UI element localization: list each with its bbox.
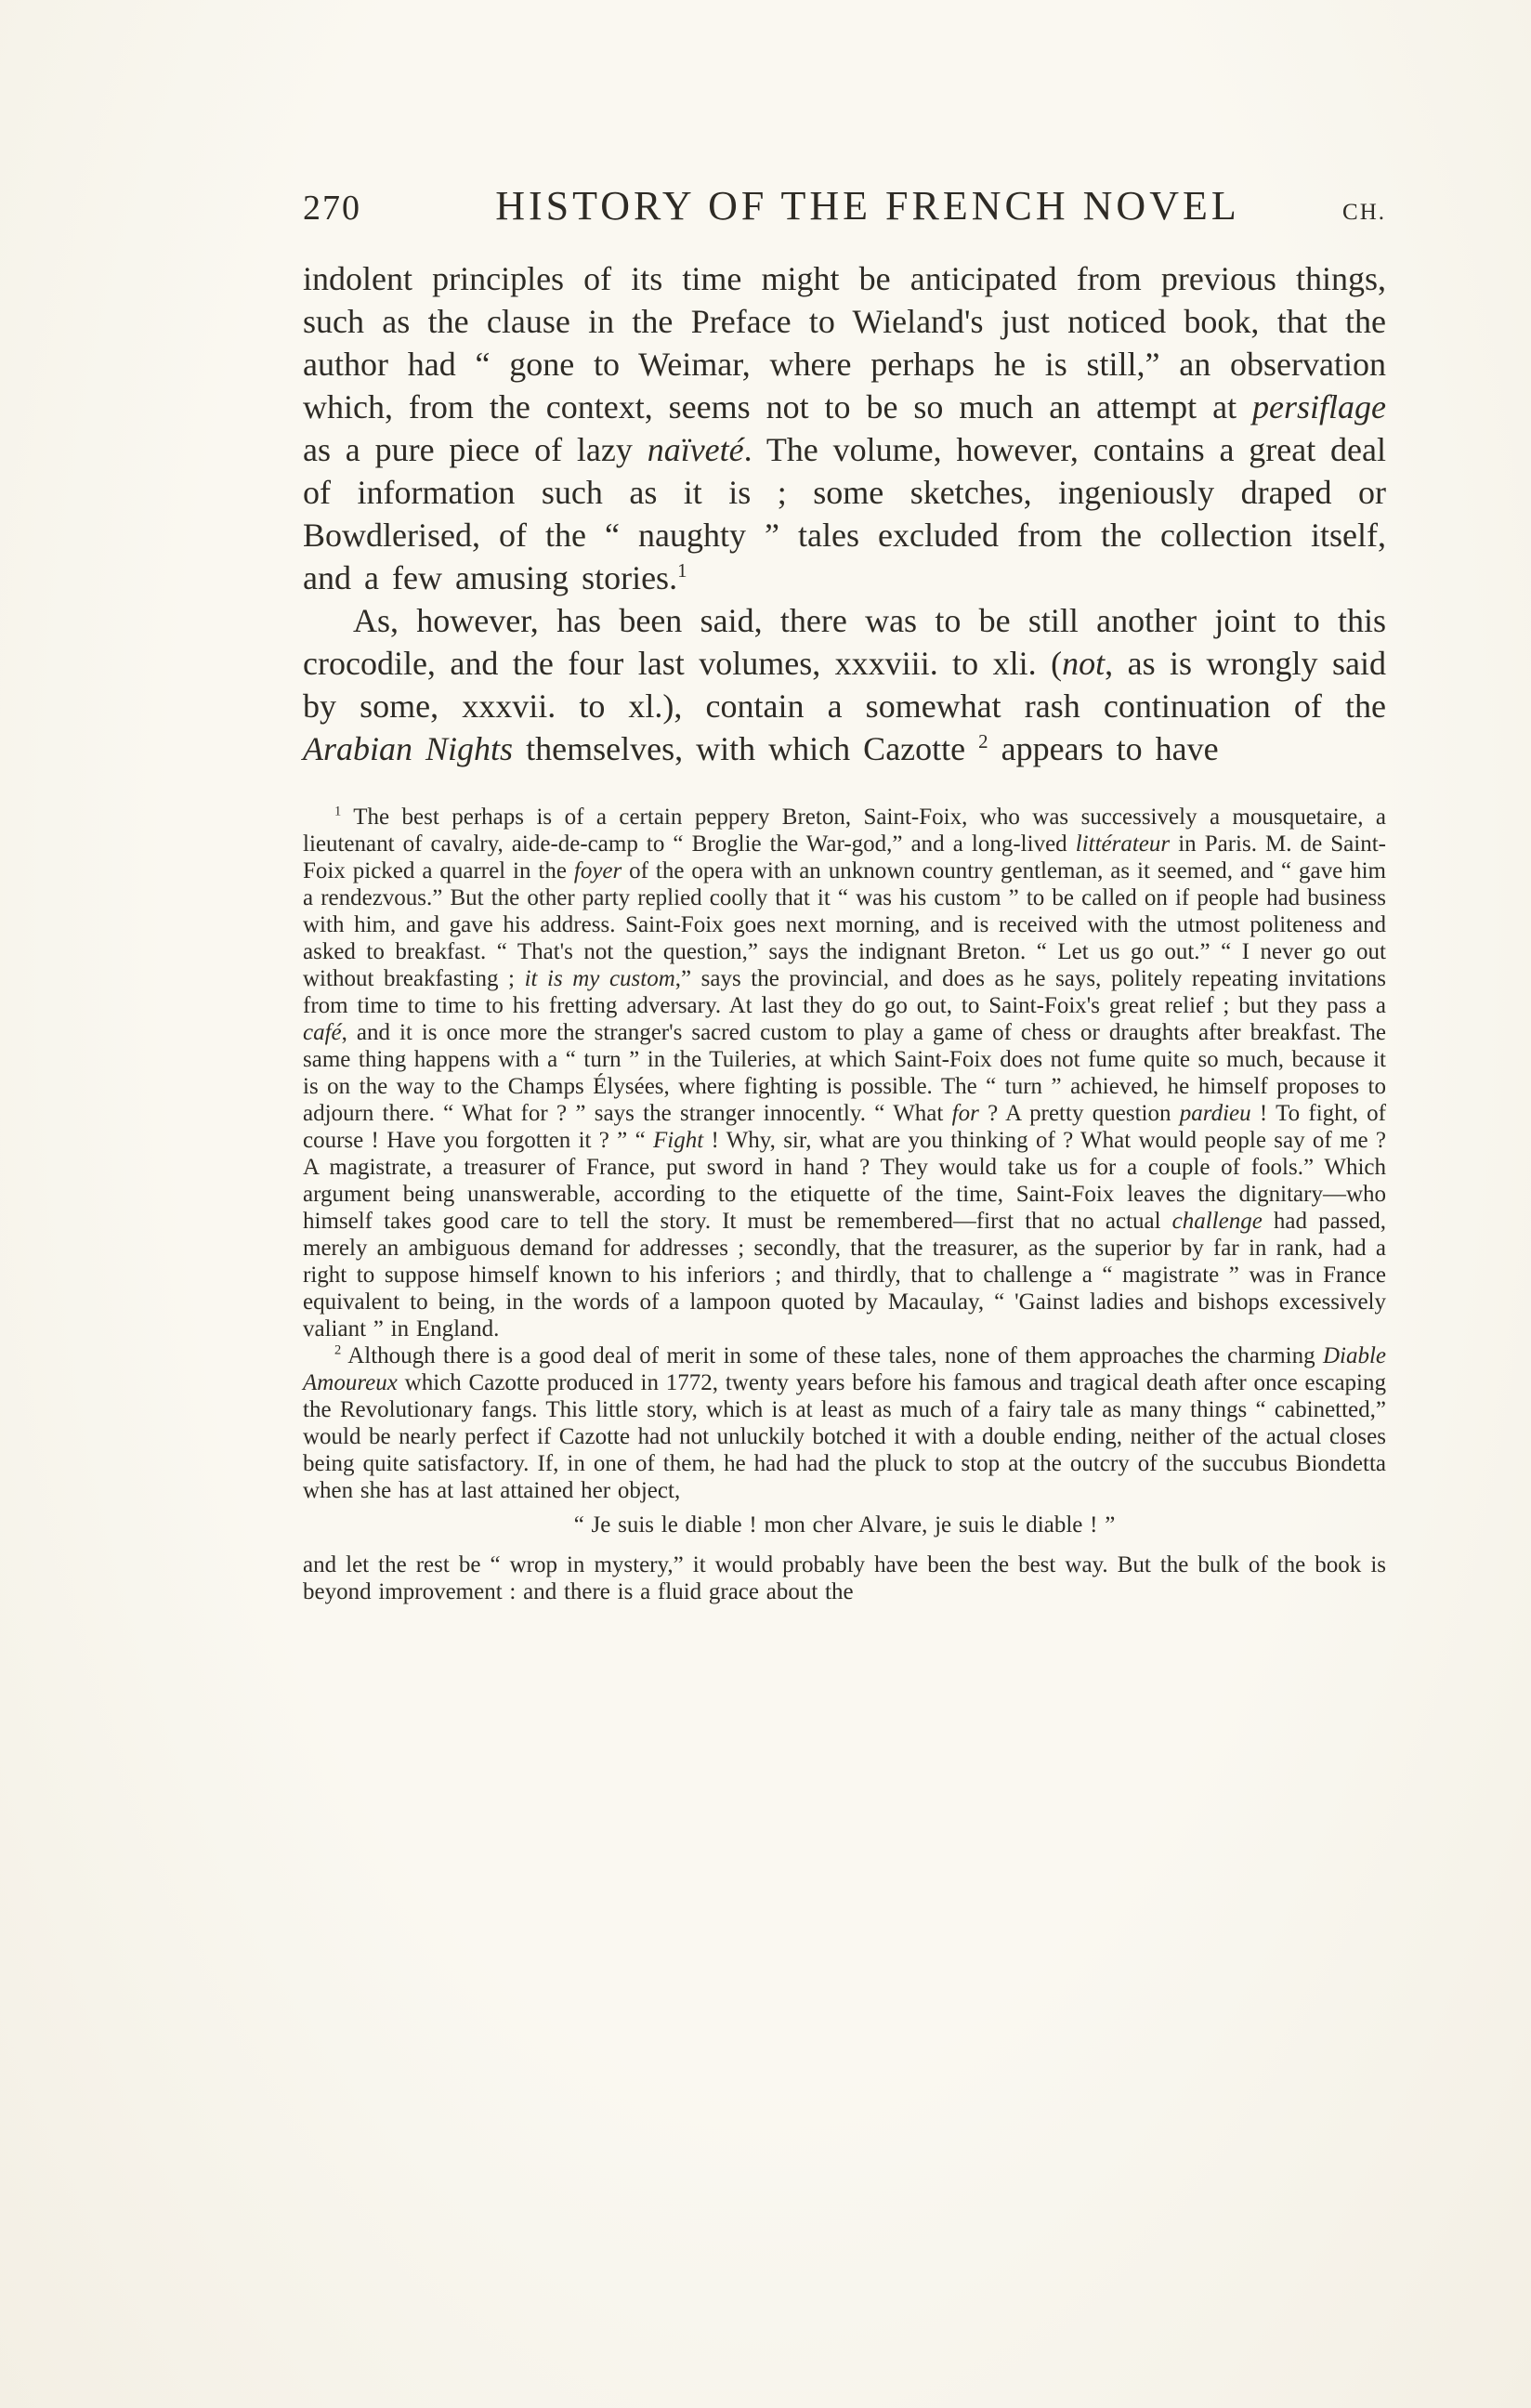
- footnote-quote: “ Je suis le diable ! mon cher Alvare, je suis le diable ! ”: [573, 1512, 1116, 1538]
- body-paragraph: As, however, has been said, there was to be still another joint to this crocodile, and the four last volumes, xxxviii. to xli. (not, as is wrongly said by some, xxxvii. to xl.), contain a somewhat rash continuation of the Arabian Nights themselves, with which Cazotte $^2$ appears to have: [303, 602, 1386, 767]
- chapter-label: CH.: [1342, 200, 1386, 225]
- body-paragraphs: [303, 257, 1386, 770]
- footnote-paragraph: $^2$ Although there is a good deal of merit in some of these tales, none of them approaches the charming Diable Amoureux which Cazotte produced in 1772, twenty years before his famous and tragical death after once escaping the Revolutionary fangs. This little story, which is at least as much of a fairy tale as many things “ cabinetted,” would be nearly perfect if Cazotte had not unluckily botched it with a double ending, neither of the actual closes being quite satisfactory. If, in one of them, he had had the pluck to stop at the outcry of the succubus Biondetta when she has at last attained her object,: [303, 1342, 1386, 1503]
- footnote-paragraph: $^1$ The best perhaps is of a certain peppery Breton, Saint-Foix, who was successively a mousquetaire, a lieutenant of cavalry, aide-de-camp to “ Broglie the War-god,” and a long-lived littérateur in Paris. M. de Saint-Foix picked a quarrel in the foyer of the opera with an unknown country gentleman, as it seemed, and “ gave him a rendezvous.” But the other party replied coolly that it “ was his custom ” to be called on if people had business with him, and gave his address. Saint-Foix goes next morning, and is received with the utmost politeness and asked to breakfast. “ That's not the question,” says the indignant Breton. “ Let us go out.” “ I never go out without breakfasting ; it is my custom,” says the provincial, and does as he says, politely repeating invitations from time to time to his fretting adversary. At last they do go out, to Saint-Foix's great relief ; but they pass a café, and it is once more the stranger's sacred custom to play a game of chess or draughts after breakfast. The same thing happens with a “ turn ” in the Tuileries, at which Saint-Foix does not fume quite so much, because it is on the way to the Champs Élysées, where fighting is possible. The “ turn ” achieved, he himself proposes to adjourn there. “ What for ? ” says the stranger innocently. “ What for ? A pretty question pardieu ! To fight, of course ! Have you forgotten it ? ” “ Fight ! Why, sir, what are you thinking of ? What would people say of me ? A magistrate, a treasurer of France, put sword in hand ? They would take us for a couple of fools.” Which argument being unanswerable, according to the etiquette of the time, Saint-Foix leaves the dignitary—who himself takes good care to tell the story. It must be remembered—first that no actual challenge had passed, merely an ambiguous demand for addresses ; secondly, that the treasurer, as the superior by far in rank, had a right to suppose himself known to his inferiors ; and thirdly, that to challenge a “ magistrate ” was in France equivalent to being, in the words of a lampoon quoted by Macaulay, “ 'Gainst ladies and bishops excessively valiant ” in England.: [303, 804, 1386, 1341]
- page-header: [303, 182, 1386, 229]
- footnote-paragraph: and let the rest be “ wrop in mystery,” it would probably have been the best way. But the bulk of the book is beyond improvement : and there is a fluid grace about the: [303, 1552, 1386, 1604]
- body-paragraph: indolent principles of its time might be anticipated from previous things, such as the clause in the Preface to Wieland's just noticed book, that the author had “ gone to Weimar, where perhaps he is still,” an observation which, from the context, seems not to be so much an attempt at persiflage as a pure piece of lazy naïveté. The volume, however, contains a great deal of information such as it is ; some sketches, ingeniously draped or Bowdlerised, of the “ naughty ” tales excluded from the collection itself, and a few amusing stories.$^1$: [303, 260, 1386, 596]
- running-title: HISTORY OF THE FRENCH NOVEL: [495, 183, 1240, 229]
- footnotes: [303, 804, 1386, 1605]
- main-text-block: [303, 257, 1386, 1605]
- page-number: 270: [303, 189, 361, 228]
